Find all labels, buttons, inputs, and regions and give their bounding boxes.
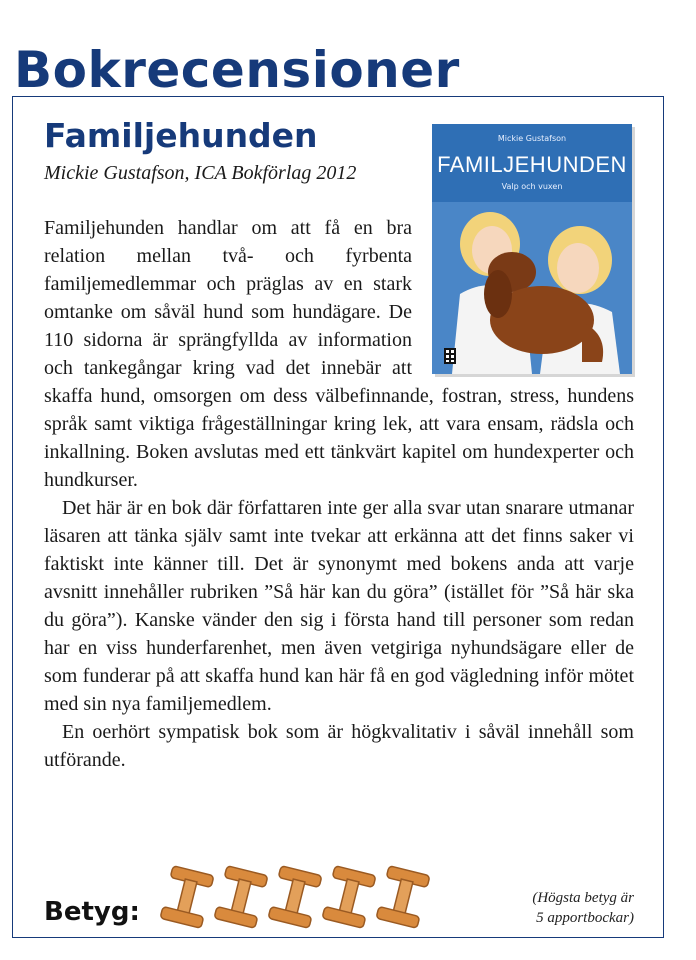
- review-paragraph-2: Det här är en bok där författaren inte ger alla svar utan snarare utmanar läsaren att tänka själv samt inte tvekar att erkänna att det finns saker vi faktiskt inte känner till. Det är synonymt med bokens anda att varje avsnitt innehåller rubriken ”Så här kan du göra” (istället för ”Så här ska du göra”). Kanske vänder den sig i första hand till personer som redan har en viss hunderfarenhet, men även vetgiriga nyhundsägare eller de som funderar på att skaffa hund kan här få en god vägledning inför mötet med sin nya familjemedlem.: [44, 497, 634, 715]
- section-title: Bokrecensioner: [14, 41, 460, 99]
- review-title: Familjehunden: [44, 116, 318, 155]
- cover-author: Mickie Gustafson: [497, 134, 567, 143]
- review-paragraph-1: Familjehunden handlar om att få en bra relation mellan två- och fyrbenta familjemedlemmar och präglas av en stark omtanke om såväl hund som hundägare. De 110 sidorna är sprängfyllda av information och tankegångar kring vad det innebär att skaffa hund, omsorgen om dess välbefinnande, fostran, stress, hundens språk samt viktiga frågeställningar kring lek, att vara ensam, rädsla och inkallning. Boken avslutas med ett tänkvärt kapitel om hundexperter och hundkurser.: [44, 217, 634, 491]
- rating-note: [486, 888, 634, 928]
- apportbock-icon: [376, 864, 430, 930]
- cover-title: FAMILJEHUNDEN: [437, 152, 627, 177]
- rating-label: Betyg:: [44, 897, 140, 927]
- review-byline: Mickie Gustafson, ICA Bokförlag 2012: [44, 162, 357, 184]
- review-paragraph-3: En oerhört sympatisk bok som är högkvalitativ i såväl innehåll som utförande.: [44, 721, 634, 771]
- review-body: [44, 214, 634, 774]
- apportbock-icon: [322, 864, 376, 930]
- cover-subtitle: Valp och vuxen: [501, 182, 563, 191]
- rating-note-line-1: (Högsta betyg är: [532, 890, 634, 906]
- cover-spacer: [412, 214, 634, 382]
- apportbock-icon: [160, 864, 214, 930]
- apportbock-icon: [268, 864, 322, 930]
- apportbock-icon: [214, 864, 268, 930]
- rating-note-line-2: 5 apportbockar): [536, 910, 634, 926]
